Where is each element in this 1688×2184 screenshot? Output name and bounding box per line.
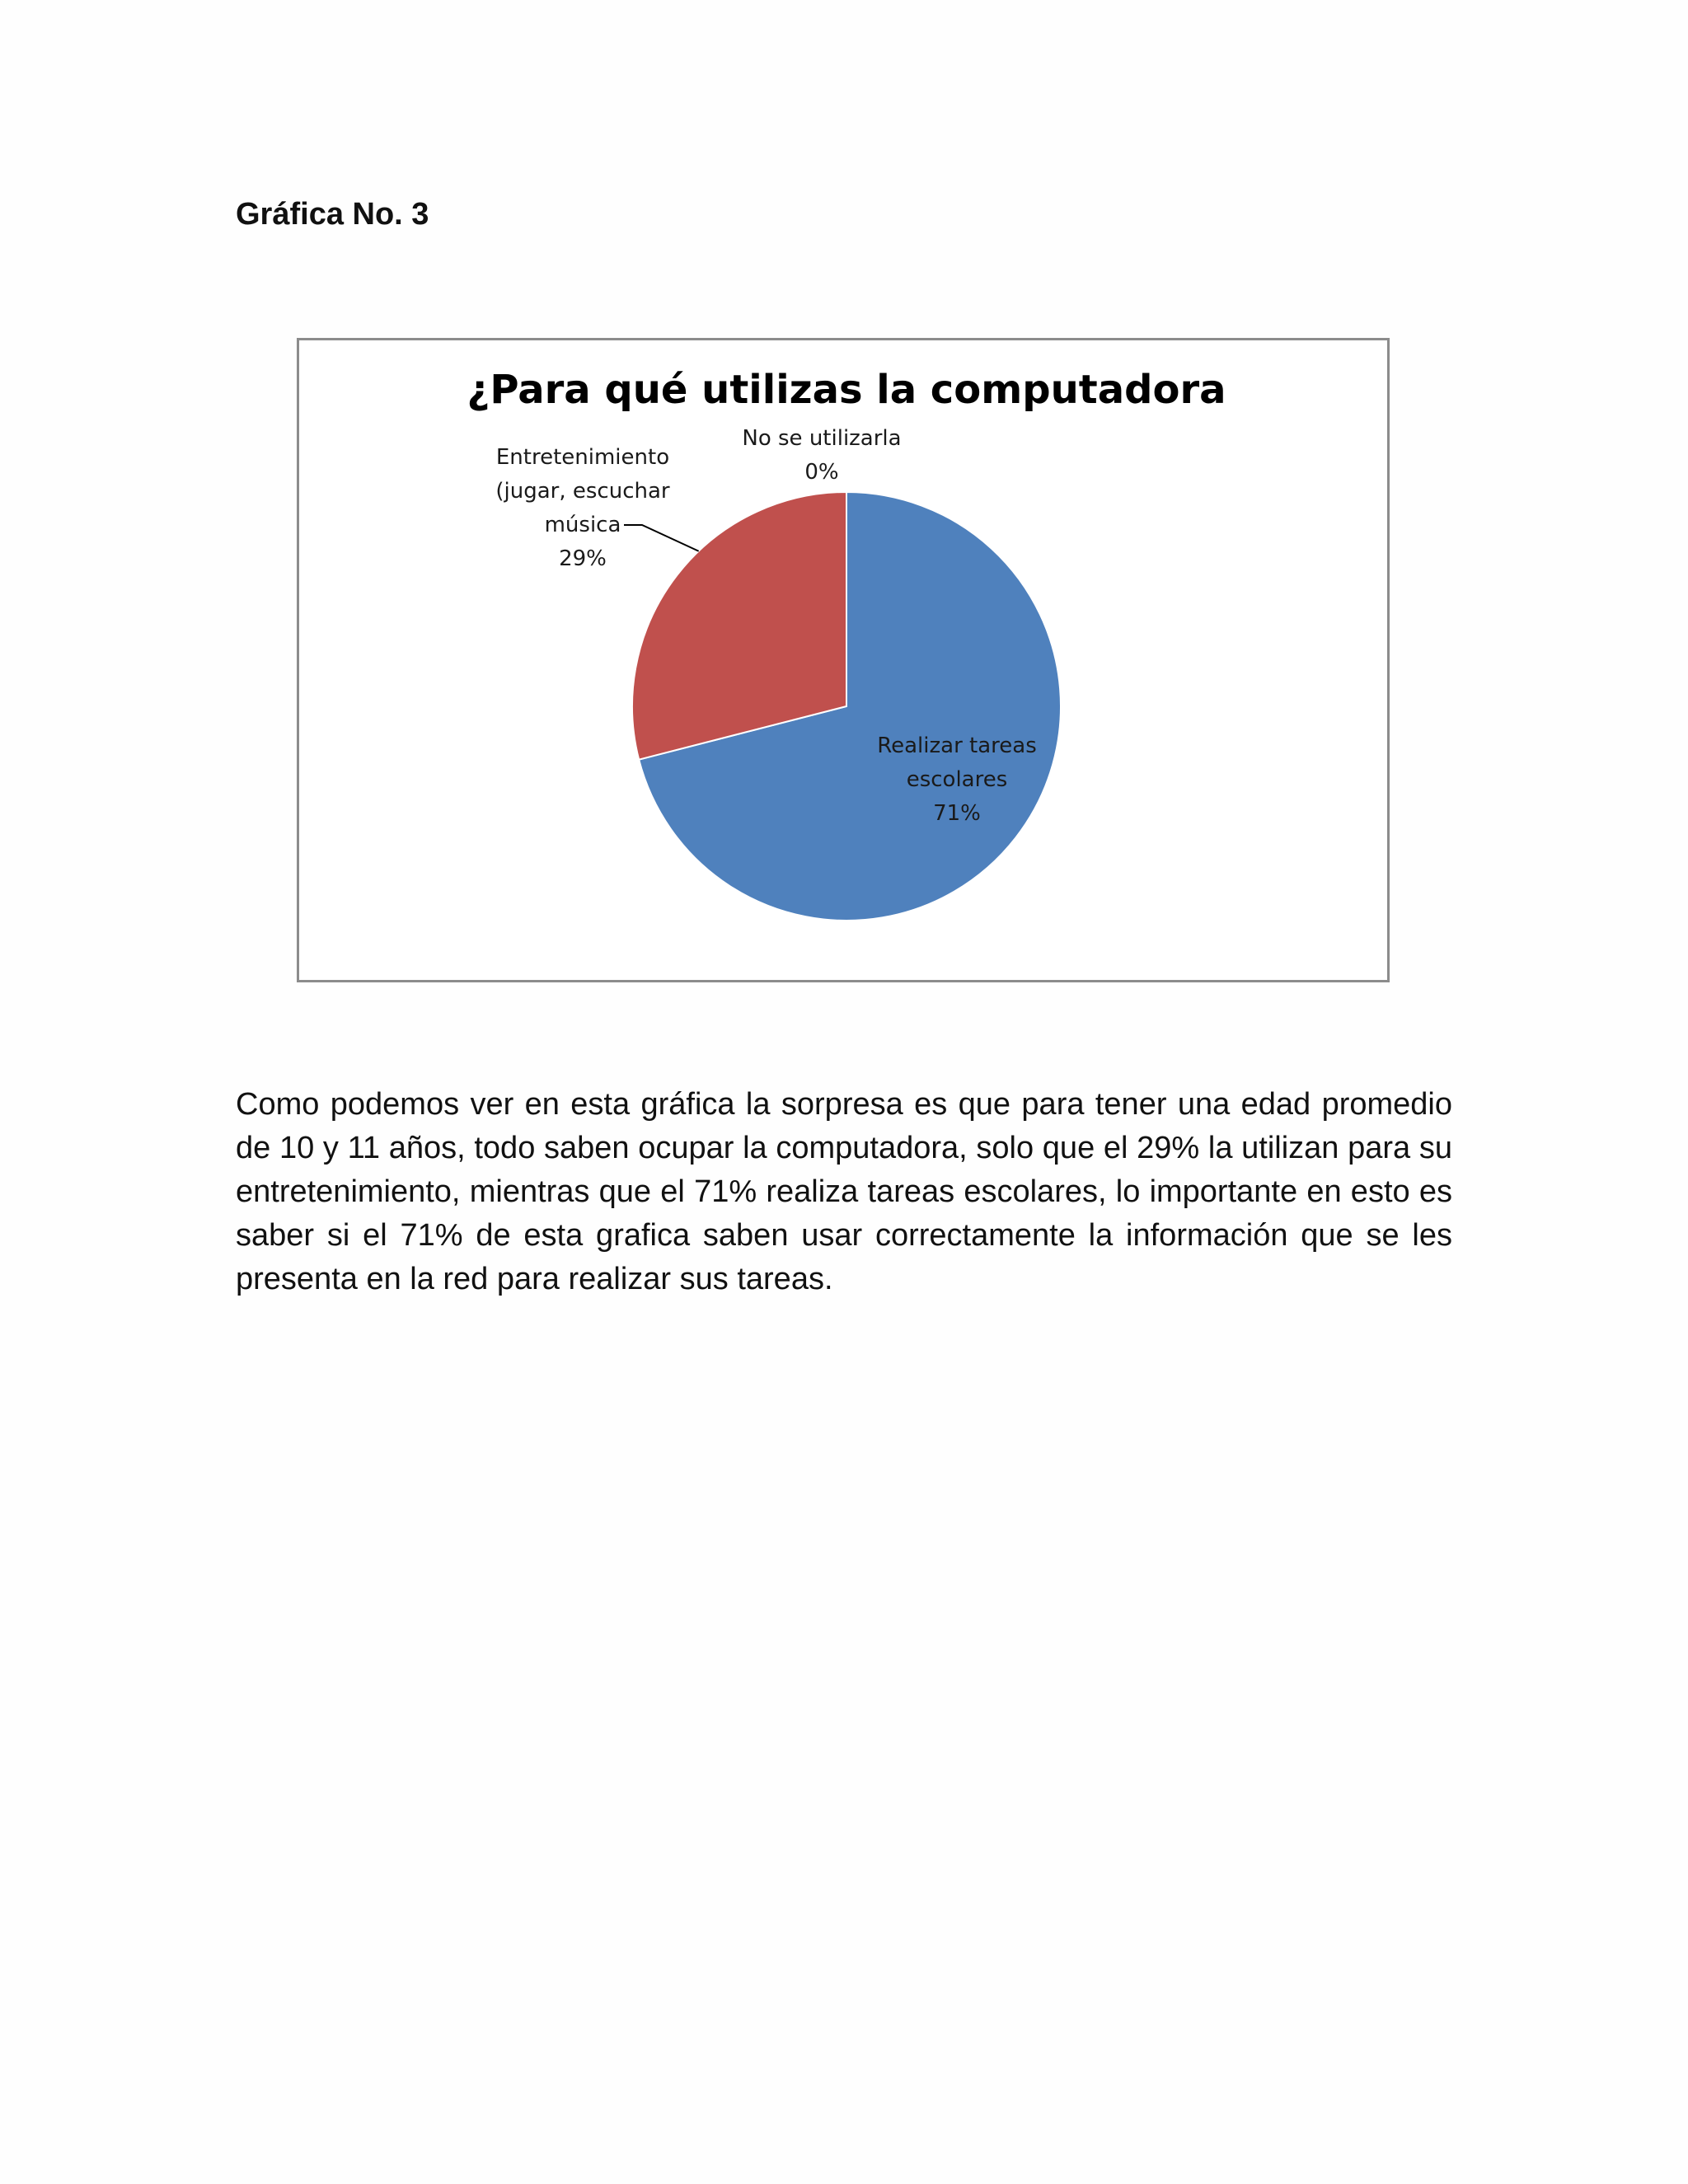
- analysis-paragraph: Como podemos ver en esta gráfica la sorpresa es que para tener una edad promedio de 10 y 11 años, todo saben ocupar la computadora, solo que el 29% la utilizan para su entretenimiento, mientras que el 71% realiza tareas escolares, lo importante en esto es saber si el 71% de esta grafica saben usar correctamente la información que se les presenta en la red para realizar sus tareas.: [236, 1087, 1452, 1296]
- figure-heading: Gráfica No. 3: [236, 197, 429, 232]
- pie-chart-frame: [297, 338, 1390, 982]
- pie-chart: [299, 340, 1387, 980]
- data-label-no-se-utilizarla: No se utilizarla 0%: [742, 426, 902, 485]
- chart-title: ¿Para qué utilizas la computadora: [467, 367, 1226, 413]
- data-label-entretenimiento-jugar-escuchar-m-sica: Entretenimiento (jugar, escuchar música 29%: [495, 445, 670, 571]
- leader-line-entretenimiento-jugar-escuchar-m-sica: [624, 525, 699, 551]
- data-label-realizar-tareas-escolares: Realizar tareas escolares 71%: [877, 733, 1037, 826]
